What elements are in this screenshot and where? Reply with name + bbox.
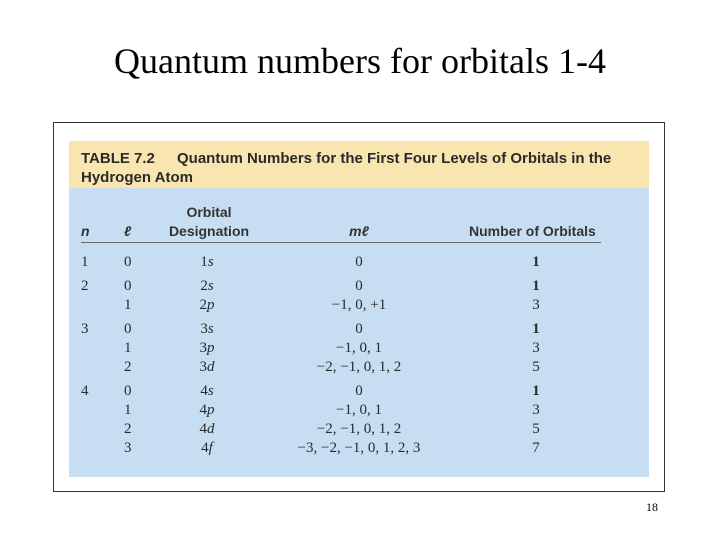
- cell-l: 0: [124, 254, 132, 270]
- cell-ml: 0: [355, 321, 363, 337]
- quantum-numbers-table: [69, 141, 649, 477]
- cell-designation: 1s: [200, 254, 214, 270]
- cell-designation: 4d: [199, 421, 215, 437]
- header-designation-line2: Designation: [168, 223, 250, 239]
- cell-number-of-orbitals: 1: [532, 278, 540, 294]
- cell-designation: 3p: [199, 340, 215, 356]
- cell-ml: −1, 0, 1: [336, 340, 382, 356]
- header-l: ℓ: [124, 223, 132, 239]
- cell-l: 2: [124, 421, 132, 437]
- cell-number-of-orbitals: 3: [532, 297, 540, 313]
- cell-number-of-orbitals: 3: [532, 340, 540, 356]
- cell-number-of-orbitals: 3: [532, 402, 540, 418]
- cell-number-of-orbitals: 1: [532, 383, 540, 399]
- cell-ml: 0: [355, 383, 363, 399]
- cell-ml: −3, −2, −1, 0, 1, 2, 3: [297, 440, 421, 456]
- cell-l: 0: [124, 383, 132, 399]
- header-ml: mℓ: [349, 223, 369, 239]
- cell-number-of-orbitals: 1: [532, 321, 540, 337]
- header-divider: [81, 242, 601, 243]
- table-frame: [53, 122, 665, 492]
- table-caption-title-line2: Hydrogen Atom: [81, 169, 193, 186]
- cell-ml: 0: [355, 278, 363, 294]
- table-caption: [69, 141, 649, 188]
- cell-l: 0: [124, 278, 132, 294]
- header-n: n: [81, 223, 90, 239]
- cell-number-of-orbitals: 1: [532, 254, 540, 270]
- cell-n: 4: [81, 383, 89, 399]
- slide-title: Quantum numbers for orbitals 1-4: [114, 41, 606, 81]
- cell-ml: −1, 0, +1: [331, 297, 387, 313]
- table-caption-number: TABLE 7.2: [81, 150, 155, 167]
- cell-ml: −2, −1, 0, 1, 2: [316, 359, 402, 375]
- header-designation-line1: Orbital: [186, 204, 232, 220]
- cell-designation: 2s: [200, 278, 214, 294]
- cell-designation: 4s: [200, 383, 214, 399]
- cell-l: 1: [124, 402, 132, 418]
- cell-l: 1: [124, 340, 132, 356]
- header-number-of-orbitals: Number of Orbitals: [469, 223, 596, 239]
- cell-designation: 2p: [199, 297, 215, 313]
- cell-l: 3: [124, 440, 132, 456]
- cell-ml: 0: [355, 254, 363, 270]
- cell-l: 2: [124, 359, 132, 375]
- cell-l: 0: [124, 321, 132, 337]
- cell-designation: 3s: [200, 321, 214, 337]
- cell-number-of-orbitals: 7: [532, 440, 540, 456]
- cell-designation: 4f: [201, 440, 213, 456]
- cell-n: 1: [81, 254, 89, 270]
- cell-l: 1: [124, 297, 132, 313]
- cell-n: 3: [81, 321, 89, 337]
- cell-designation: 3d: [199, 359, 215, 375]
- cell-n: 2: [81, 278, 89, 294]
- cell-ml: −2, −1, 0, 1, 2: [316, 421, 402, 437]
- cell-designation: 4p: [199, 402, 215, 418]
- cell-number-of-orbitals: 5: [532, 421, 540, 437]
- table-caption-title-line1: Quantum Numbers for the First Four Levels of Orbitals in the: [177, 150, 612, 167]
- cell-ml: −1, 0, 1: [336, 402, 382, 418]
- page-number: 18: [646, 500, 658, 514]
- cell-number-of-orbitals: 5: [532, 359, 540, 375]
